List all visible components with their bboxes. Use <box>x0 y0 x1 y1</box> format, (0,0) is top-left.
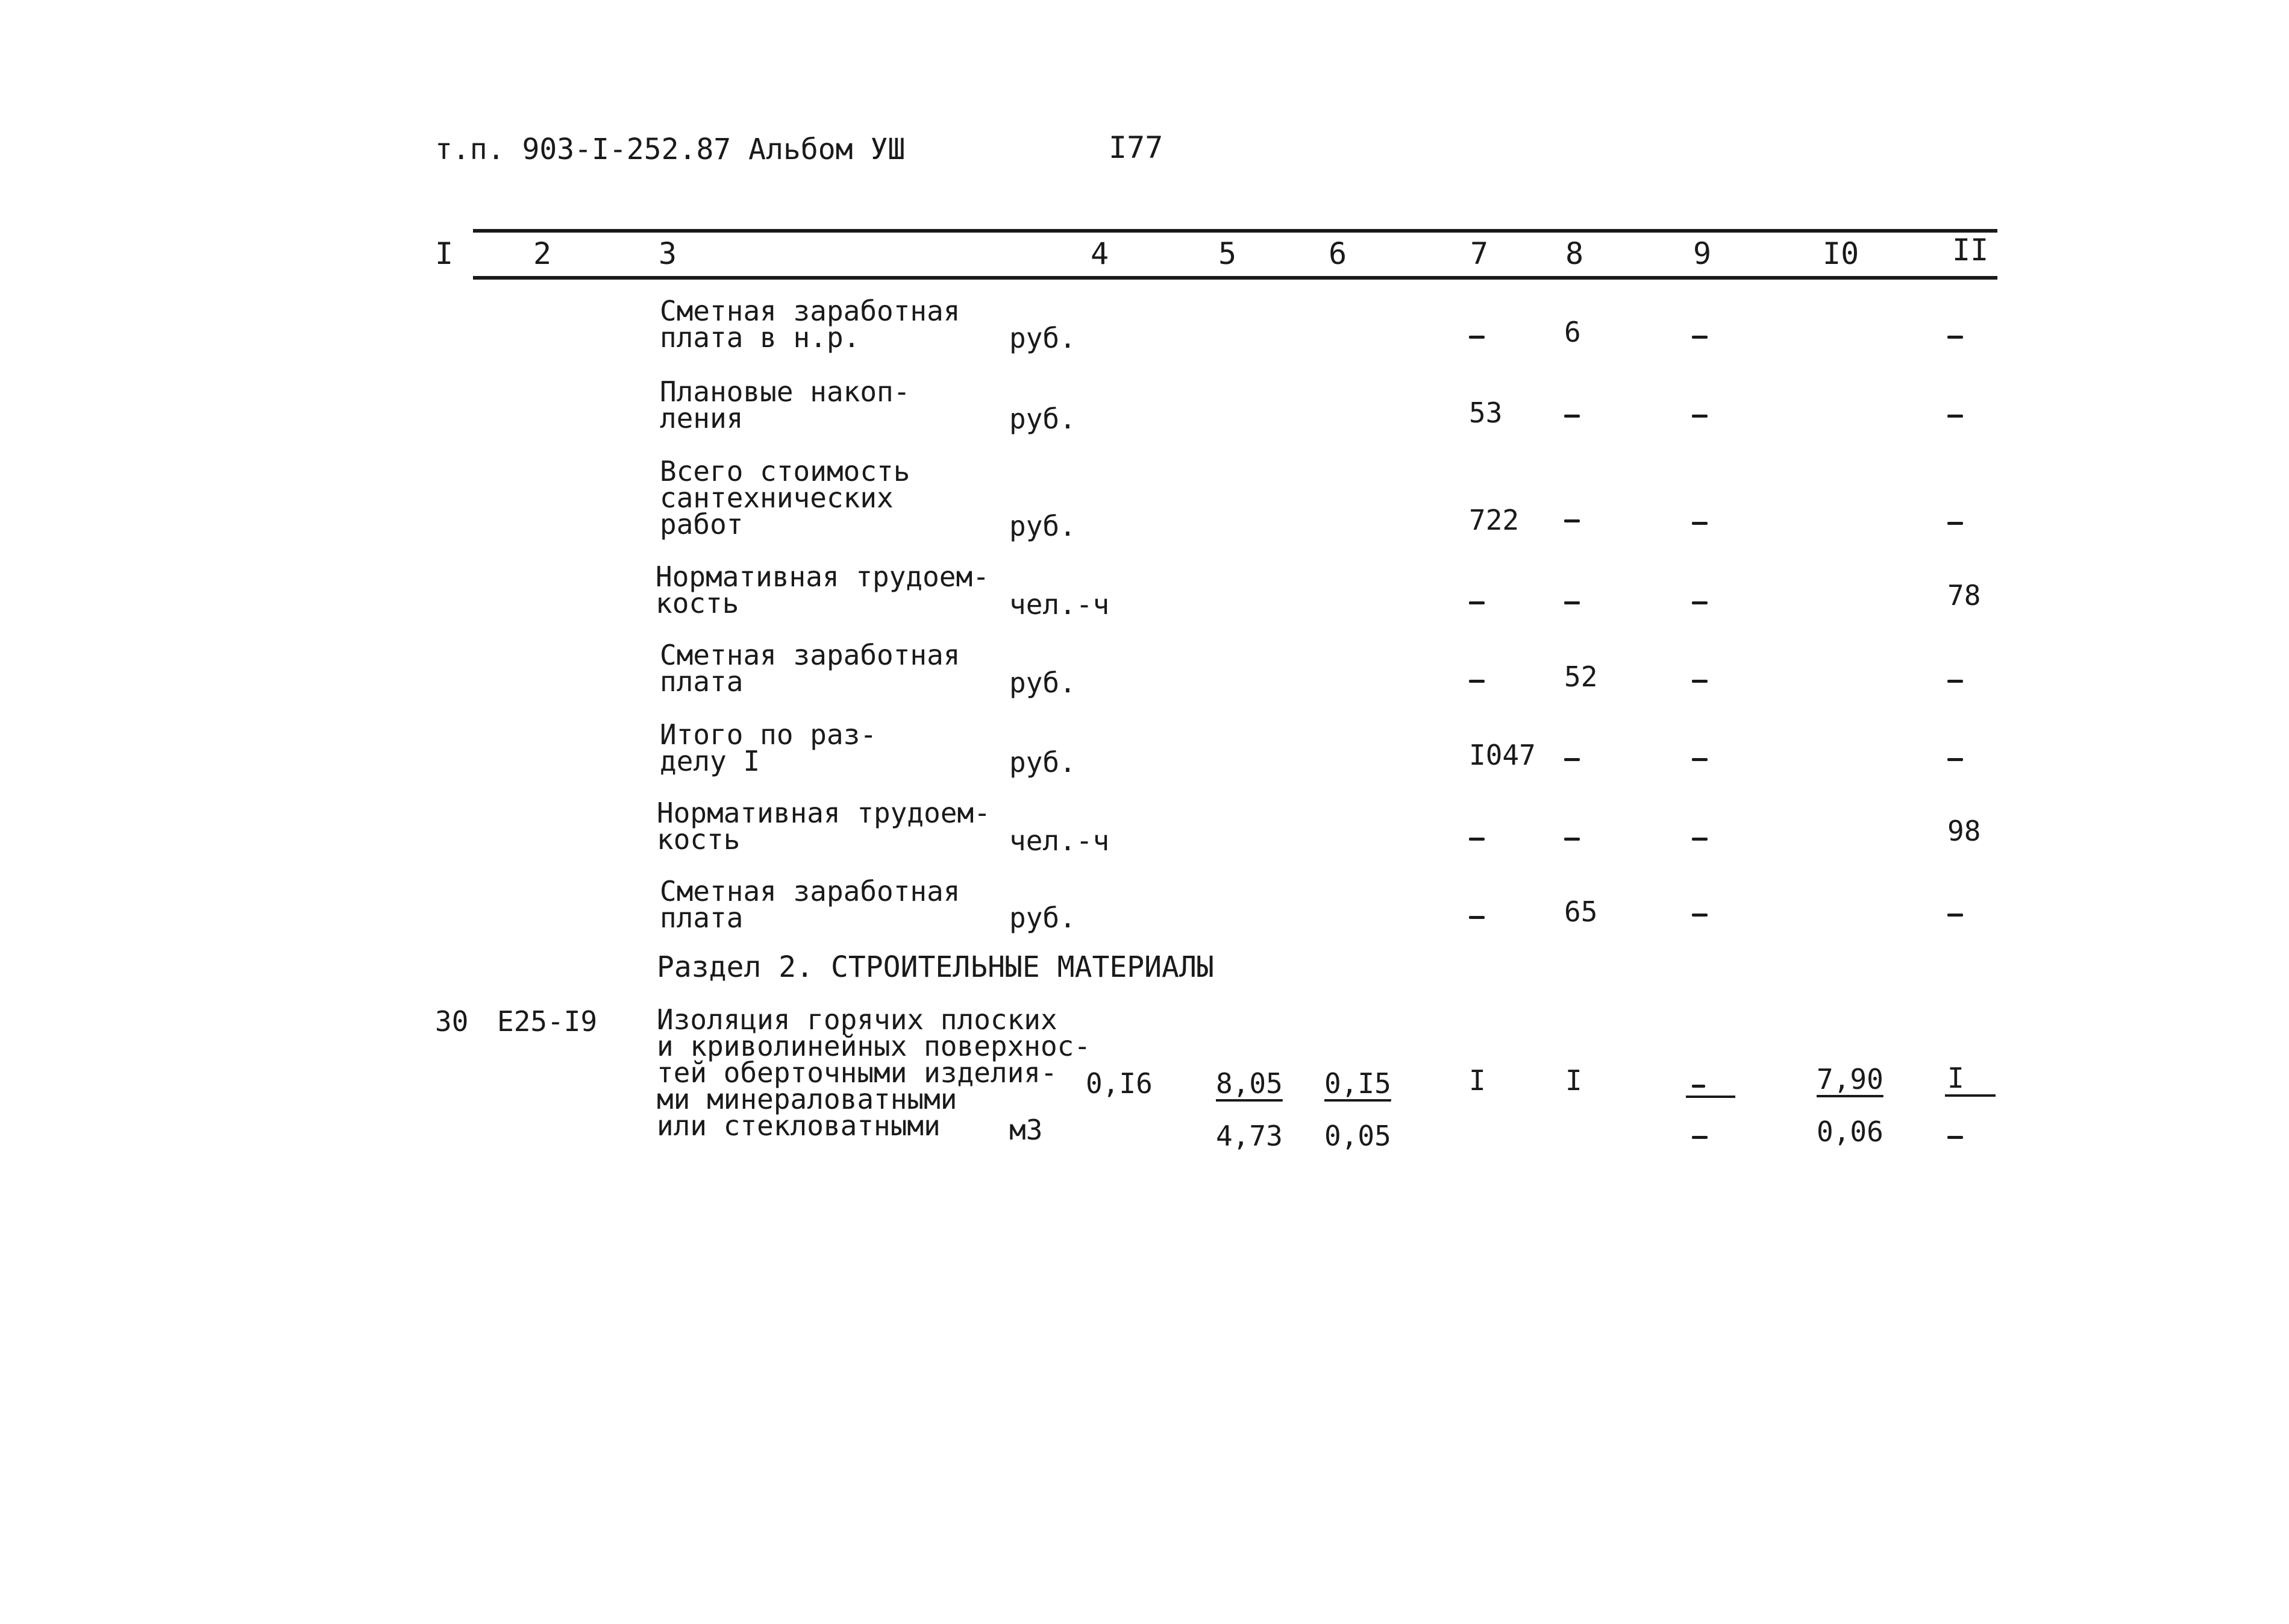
row-7-unit: чел.-ч <box>1009 824 1110 857</box>
header-bottom-rule <box>473 276 1997 280</box>
row-1-description: Сметная заработная плата в н.р. <box>660 295 960 354</box>
col-header-9: 9 <box>1693 236 1712 271</box>
row-4-col9-dash <box>1692 601 1708 604</box>
header-top-rule <box>473 229 1997 233</box>
row-30-col11-underline <box>1945 1094 1996 1097</box>
col-header-1: I <box>435 236 454 271</box>
row-8-unit: руб. <box>1009 901 1076 934</box>
row-2-description: Плановые накоп- ления <box>660 375 910 434</box>
row-5-col8: 52 <box>1564 660 1598 693</box>
row-1-col8: 6 <box>1564 316 1581 348</box>
row-30-col9-underline <box>1686 1096 1735 1098</box>
row-2-col7: 53 <box>1469 397 1503 429</box>
row-30-code: Е25-I9 <box>497 1005 598 1038</box>
row-3-col8-dash <box>1564 519 1580 522</box>
row-5-unit: руб. <box>1009 666 1076 699</box>
row-30-col7: I <box>1469 1064 1486 1097</box>
row-6-description: Итого по раз- делу I <box>660 718 877 777</box>
col-header-10: I0 <box>1823 236 1859 271</box>
row-30-col5-bottom: 4,73 <box>1216 1120 1283 1152</box>
row-6-col9-dash <box>1692 758 1708 761</box>
row-30-col9-dash-bottom <box>1692 1136 1708 1139</box>
row-1-unit: руб. <box>1009 322 1076 354</box>
row-7-col8-dash <box>1564 838 1580 841</box>
row-30-col8: I <box>1565 1064 1582 1097</box>
row-5-col9-dash <box>1692 680 1708 683</box>
row-6-unit: руб. <box>1009 746 1076 779</box>
row-30-col5-top: 8,05 <box>1216 1067 1283 1100</box>
row-30-col6-bottom: 0,05 <box>1324 1120 1391 1152</box>
row-2-unit: руб. <box>1009 403 1076 435</box>
row-6-col11-dash <box>1947 758 1963 761</box>
section-heading: Раздел 2. СТРОИТЕЛЬНЫЕ МАТЕРИАЛЫ <box>657 950 1214 984</box>
col-header-7: 7 <box>1470 236 1489 271</box>
row-3-unit: руб. <box>1009 510 1076 542</box>
row-30-description: Изоляция горячих плоских и криволинейных поверхнос- тей оберточными изделия- ми минераловатными или стекловатными <box>657 1003 1091 1142</box>
row-2-col8-dash <box>1564 415 1580 418</box>
row-8-col11-dash <box>1947 914 1963 917</box>
row-8-col8: 65 <box>1564 895 1598 928</box>
row-3-col11-dash <box>1947 522 1963 525</box>
row-4-description: Нормативная трудоем- кость <box>656 560 989 619</box>
col-header-5: 5 <box>1218 236 1237 271</box>
row-3-description: Всего стоимость сантехнических работ <box>660 455 910 541</box>
row-30-col6-top: 0,I5 <box>1324 1067 1391 1100</box>
col-header-11: II <box>1952 233 1989 268</box>
row-30-col10-top: 7,90 <box>1817 1063 1883 1096</box>
row-1-col11-dash <box>1947 336 1963 339</box>
row-4-col11: 78 <box>1947 579 1981 612</box>
col-header-2: 2 <box>533 236 552 271</box>
row-1-col7-dash <box>1469 336 1485 339</box>
row-8-col7-dash <box>1469 916 1485 919</box>
row-4-unit: чел.-ч <box>1009 588 1110 621</box>
doc-reference: т.п. 903-I-252.87 Альбом УШ <box>435 133 906 166</box>
row-1-col9-dash <box>1692 336 1708 339</box>
row-4-col8-dash <box>1564 601 1580 604</box>
row-30-col4: 0,I6 <box>1086 1067 1153 1100</box>
row-7-col9-dash <box>1692 838 1708 841</box>
row-5-col11-dash <box>1947 680 1963 683</box>
page-number: I77 <box>1109 130 1163 165</box>
row-8-description: Сметная заработная плата <box>660 875 960 934</box>
row-6-col7: I047 <box>1469 739 1536 771</box>
col-header-3: 3 <box>659 236 677 271</box>
row-30-col11-dash-bottom <box>1947 1136 1963 1139</box>
row-30-number: 30 <box>435 1005 469 1038</box>
row-2-col11-dash <box>1947 415 1963 418</box>
col-header-4: 4 <box>1091 236 1109 271</box>
row-30-col10-bottom: 0,06 <box>1817 1115 1883 1148</box>
row-4-col7-dash <box>1469 601 1485 604</box>
col-header-6: 6 <box>1329 236 1347 271</box>
col-header-8: 8 <box>1565 236 1584 271</box>
row-5-col7-dash <box>1469 680 1485 683</box>
row-7-col11: 98 <box>1947 815 1981 847</box>
row-3-col7: 722 <box>1469 504 1520 536</box>
row-6-col8-dash <box>1564 758 1580 761</box>
row-2-col9-dash <box>1692 415 1708 418</box>
row-8-col9-dash <box>1692 914 1708 917</box>
row-7-col7-dash <box>1469 838 1485 841</box>
row-3-col9-dash <box>1692 522 1708 525</box>
row-5-description: Сметная заработная плата <box>660 639 960 698</box>
row-7-description: Нормативная трудоем- кость <box>657 797 991 856</box>
row-30-col9-dash-top <box>1692 1085 1705 1088</box>
row-30-unit: м3 <box>1009 1114 1043 1146</box>
row-30-col11-top: I <box>1947 1062 1964 1094</box>
